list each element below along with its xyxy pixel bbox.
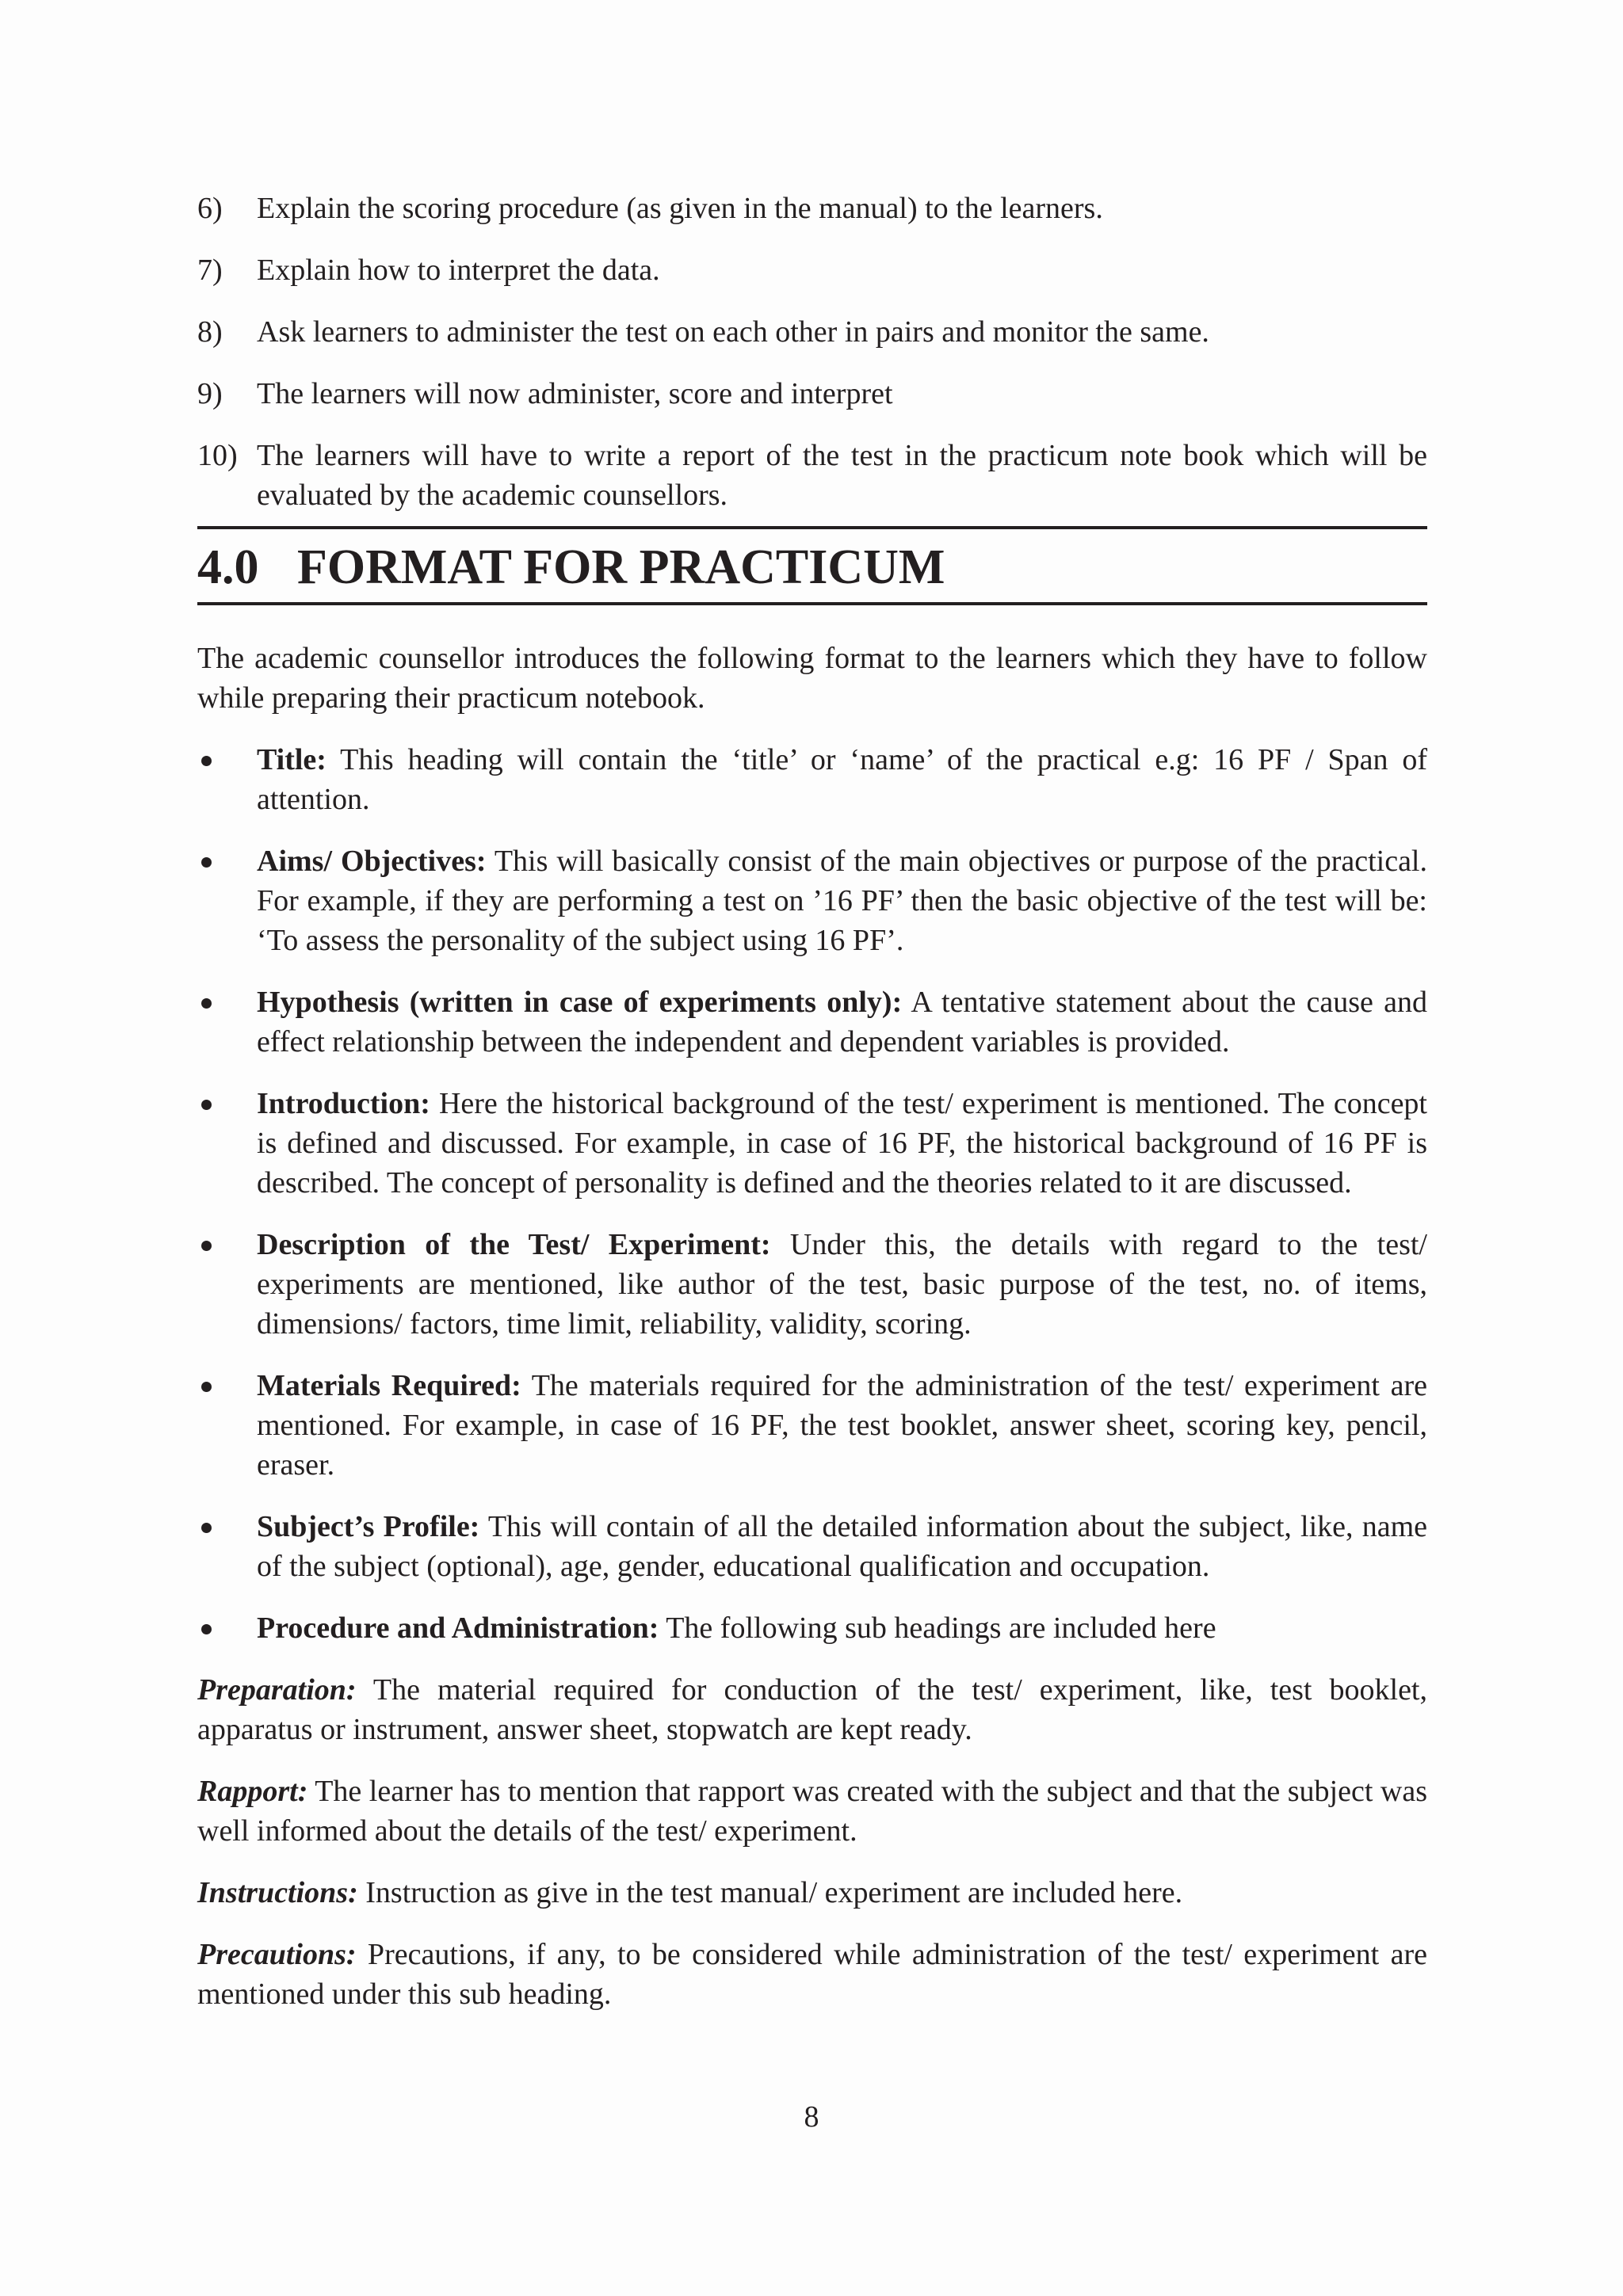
bullet-item xyxy=(197,841,1427,960)
numbered-item xyxy=(197,312,1427,352)
bullet-label: Aims/ Objectives: xyxy=(257,845,487,878)
item-text: Ask learners to administer the test on each other in pairs and monitor the same. xyxy=(257,315,1209,349)
subheading-text: The learner has to mention that rapport was created with the subject and that the subject was well informed about the details of the test/ experiment. xyxy=(197,1775,1427,1848)
bullet-label: Procedure and Administration: xyxy=(257,1611,659,1645)
bullet-text: Under this, the details with regard to the test/ experiments are mentioned, like author of the test, basic purpose of the test, no. of items, dimensions/ factors, time limit, reliability, validity, scoring. xyxy=(257,1228,1427,1341)
bullet-icon xyxy=(201,1382,212,1392)
numbered-item xyxy=(197,374,1427,414)
item-number: 6) xyxy=(197,192,223,225)
bullet-icon xyxy=(201,1624,212,1634)
section-title: FORMAT FOR PRACTICUM xyxy=(297,540,945,594)
bullet-item xyxy=(197,1507,1427,1586)
bullet-text: Here the historical background of the test/ experiment is mentioned. The concept is defined and discussed. For example, in case of 16 PF, the historical background of 16 PF is described. The concept of personality is defined and the theories related to it are discussed. xyxy=(257,1087,1427,1199)
bullet-label: Subject’s Profile: xyxy=(257,1510,480,1543)
bullet-label: Title: xyxy=(257,743,327,776)
section-rule-bottom xyxy=(197,602,1427,605)
subheading-label: Preparation: xyxy=(197,1673,357,1707)
subheading-text: Precautions, if any, to be considered while administration of the test/ experiment are mentioned under this sub heading. xyxy=(197,1938,1427,2011)
page-content xyxy=(197,189,1427,2036)
subheading-text: Instruction as give in the test manual/ experiment are included here. xyxy=(357,1876,1183,1909)
bullet-icon xyxy=(201,1100,212,1110)
bullet-item xyxy=(197,1084,1427,1203)
bullet-label: Materials Required: xyxy=(257,1369,521,1402)
bullet-text: A tentative statement about the cause and effect relationship between the independent and dependent variables is provided. xyxy=(257,986,1428,1058)
bullet-item xyxy=(197,982,1427,1062)
subheading-paragraph xyxy=(197,1873,1427,1913)
bullet-icon xyxy=(201,998,212,1009)
bullet-item xyxy=(197,1225,1427,1344)
numbered-item xyxy=(197,189,1427,228)
bullet-label: Introduction: xyxy=(257,1087,430,1120)
item-number: 7) xyxy=(197,254,223,287)
bullet-icon xyxy=(201,1241,212,1251)
numbered-item xyxy=(197,250,1427,290)
section-heading xyxy=(197,529,1427,602)
bullet-item xyxy=(197,1608,1427,1648)
item-number: 8) xyxy=(197,315,223,349)
bullet-label: Description of the Test/ Experiment: xyxy=(257,1228,771,1261)
item-text: Explain the scoring procedure (as given in the manual) to the learners. xyxy=(257,192,1103,225)
bullet-text: This will basically consist of the main objectives or purpose of the practical. For example, if they are performing a test on ’16 PF’ then the basic objective of the test will be: ‘To assess the personality of the subject using 16 PF’. xyxy=(257,845,1427,957)
bullet-text: This will contain of all the detailed information about the subject, like, name of the subject (optional), age, gender, educational qualification and occupation. xyxy=(257,1510,1428,1583)
bullet-icon xyxy=(201,1523,212,1533)
item-text: The learners will now administer, score and interpret xyxy=(257,377,893,410)
bullet-icon xyxy=(201,857,212,868)
bullet-text: The following sub headings are included here xyxy=(659,1611,1216,1645)
item-number: 9) xyxy=(197,377,223,410)
item-text: Explain how to interpret the data. xyxy=(257,254,660,287)
section-intro: The academic counsellor introduces the following format to the learners which they have to follow while preparing their practicum notebook. xyxy=(197,642,1427,715)
subheading-paragraph xyxy=(197,1935,1427,2014)
page-number: 8 xyxy=(804,2100,819,2134)
bullet-icon xyxy=(201,756,212,766)
subheading-paragraph xyxy=(197,1772,1427,1851)
bullet-item xyxy=(197,740,1427,819)
subheading-text: The material required for conduction of the test/ experiment, like, test booklet, apparatus or instrument, answer sheet, stopwatch are kept ready. xyxy=(197,1673,1427,1746)
numbered-item xyxy=(197,436,1427,515)
item-text: The learners will have to write a report of the test in the practicum note book which will be evaluated by the academic counsellors. xyxy=(257,439,1427,512)
subheading-label: Precautions: xyxy=(197,1938,357,1971)
section-number: 4.0 xyxy=(197,540,259,594)
item-number: 10) xyxy=(197,439,238,472)
bullet-text: The materials required for the administration of the test/ experiment are mentioned. For example, in case of 16 PF, the test booklet, answer sheet, scoring key, pencil, eraser. xyxy=(257,1369,1428,1482)
subheading-label: Rapport: xyxy=(197,1775,308,1808)
subheading-label: Instructions: xyxy=(197,1876,358,1909)
bullet-item xyxy=(197,1366,1427,1485)
subheading-paragraph xyxy=(197,1670,1427,1749)
bullet-label: Hypothesis (written in case of experiments only): xyxy=(257,986,903,1019)
bullet-text: This heading will contain the ‘title’ or ‘name’ of the practical e.g: 16 PF / Span of attention. xyxy=(257,743,1427,816)
